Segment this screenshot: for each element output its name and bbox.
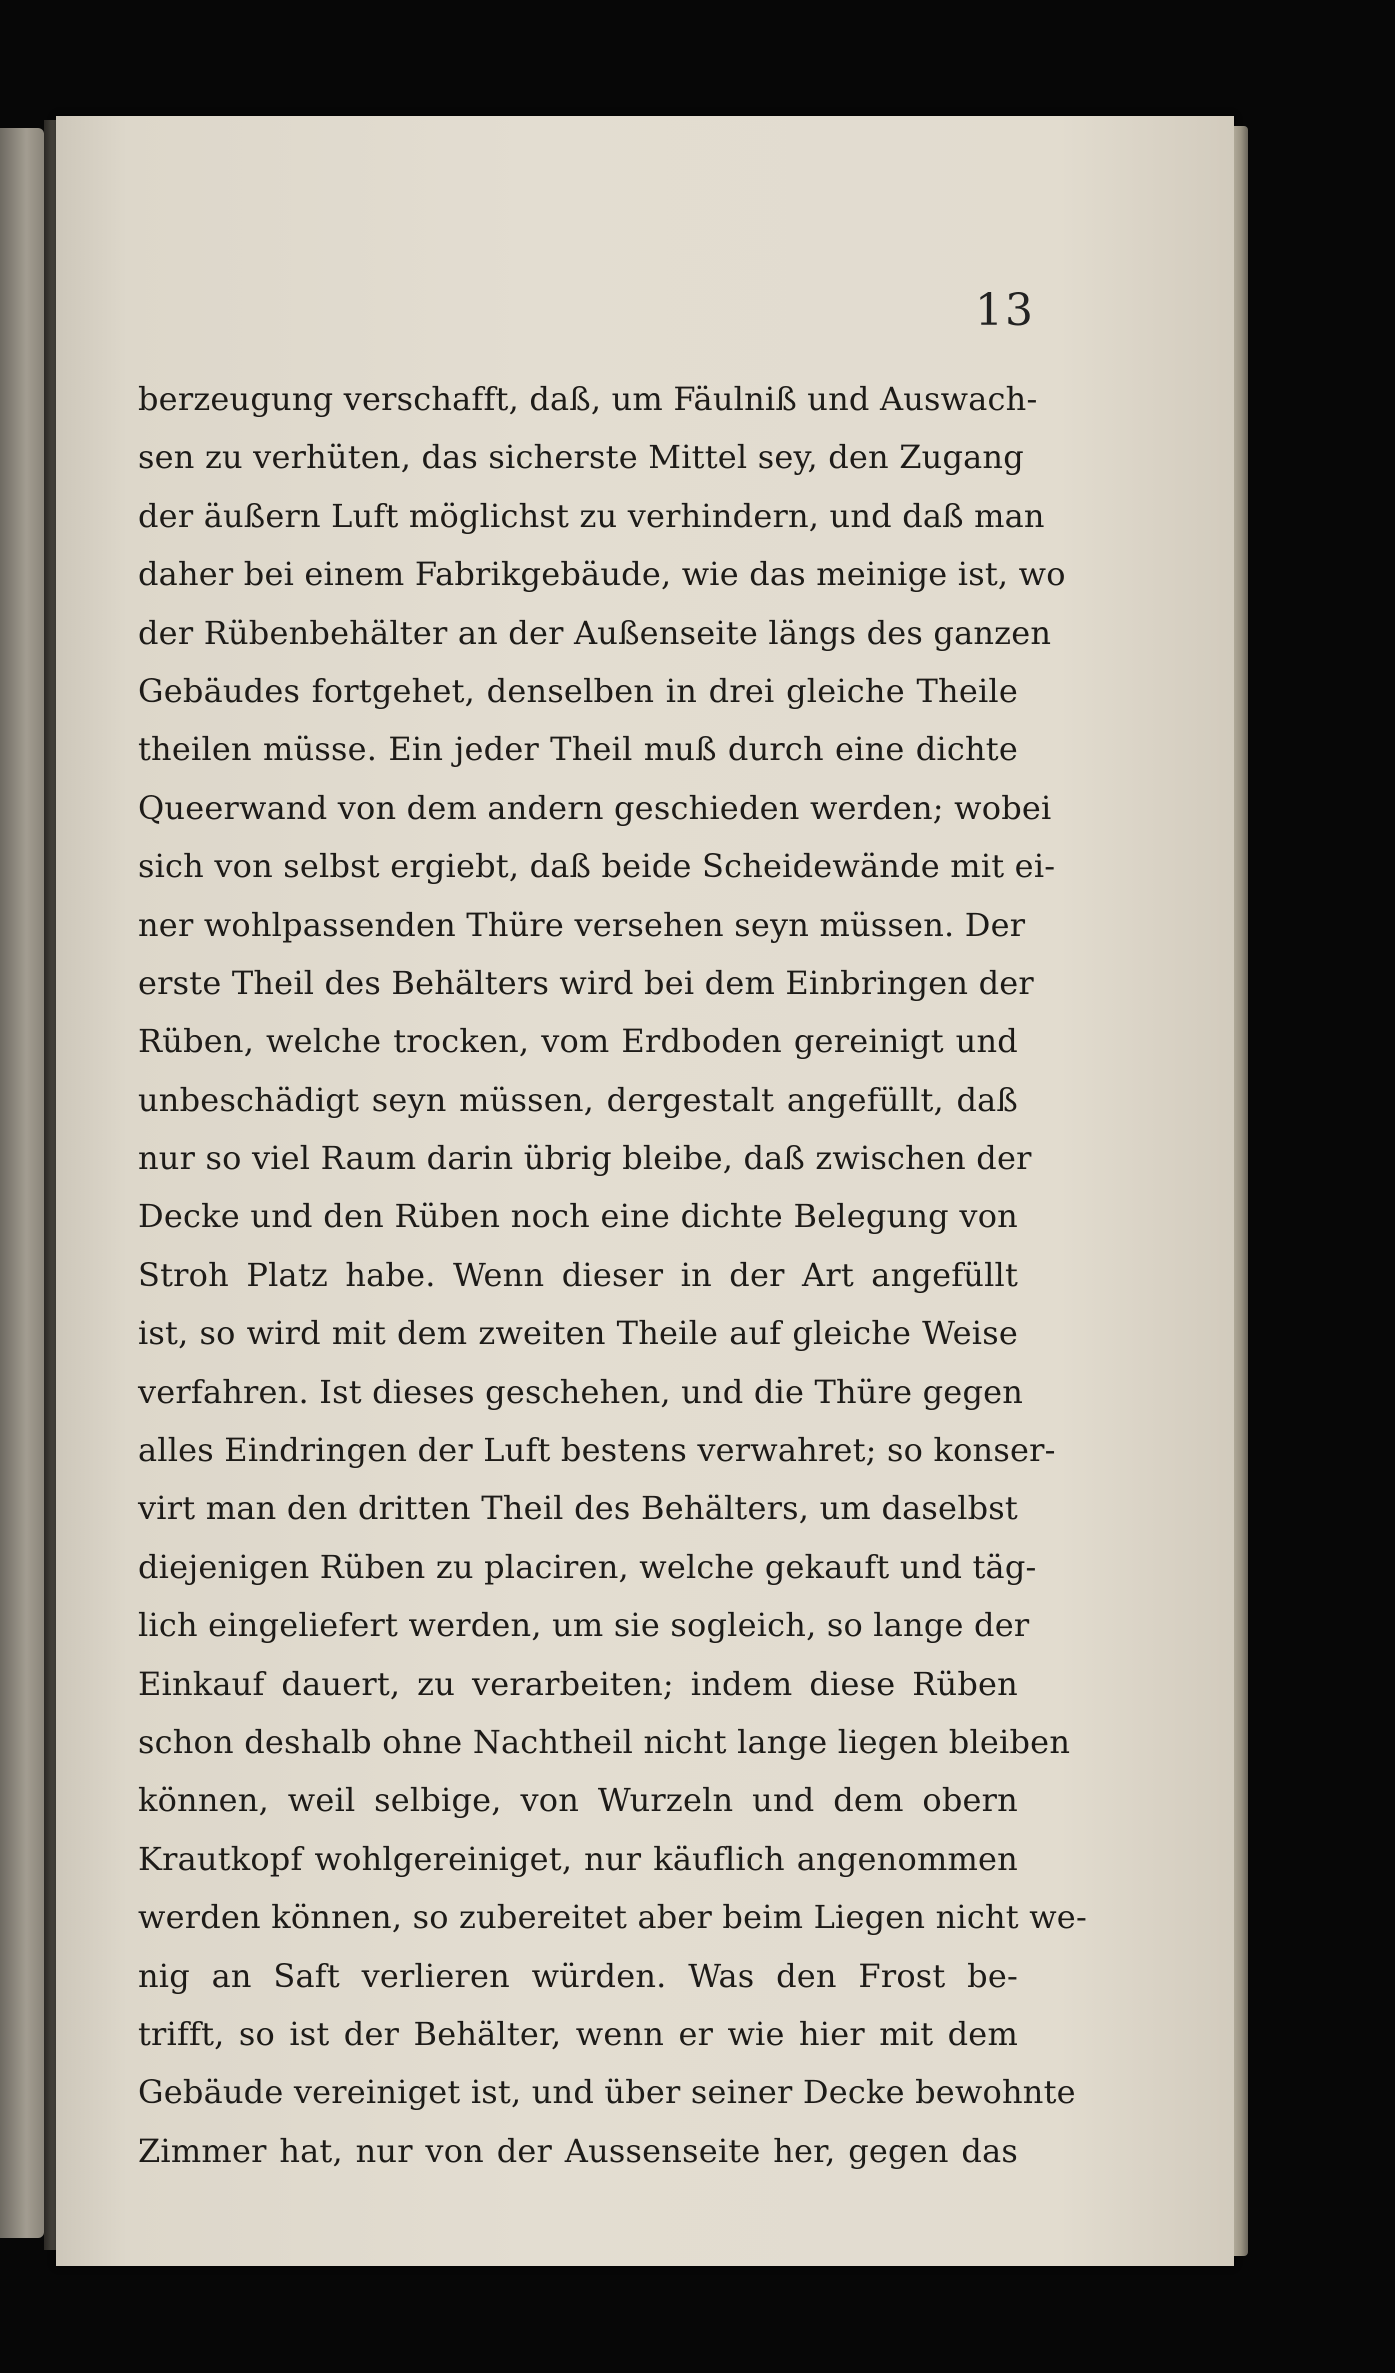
left-page-edge xyxy=(0,128,44,2238)
text-line: nur so viel Raum darin übrig bleibe, daß zwischen der xyxy=(138,1139,1032,1178)
text-line: alles Eindringen der Luft bestens verwahret; so konser- xyxy=(138,1431,1056,1470)
right-page-edge xyxy=(1234,126,1248,2256)
text-line: können, weil selbige, von Wurzeln und dem obern xyxy=(138,1781,1018,1820)
page-number: 13 xyxy=(975,285,1035,336)
text-line: Einkauf dauert, zu verarbeiten; indem diese Rüben xyxy=(138,1664,1018,1703)
text-line: daher bei einem Fabrikgebäude, wie das meinige ist, wo xyxy=(138,555,1066,594)
text-line: berzeugung verschafft, daß, um Fäulniß und Auswach- xyxy=(138,380,1038,418)
text-line: ner wohlpassenden Thüre versehen seyn müssen. Der xyxy=(138,905,1026,944)
text-line: Gebäudes fortgehet, denselben in drei gleiche Theile xyxy=(138,671,1018,710)
text-line: sich von selbst ergiebt, daß beide Scheidewände mit ei- xyxy=(138,847,1056,886)
text-line: Stroh Platz habe. Wenn dieser in der Art angefüllt xyxy=(138,1255,1018,1294)
text-line: erste Theil des Behälters wird bei dem Einbringen der xyxy=(138,963,1034,1002)
text-line: Krautkopf wohlgereiniget, nur käuflich angenommen xyxy=(138,1839,1018,1878)
text-line: Queerwand von dem andern geschieden werden; wobei xyxy=(138,788,1052,827)
text-line: lich eingeliefert werden, um sie sogleich, so lange der xyxy=(138,1606,1030,1645)
text-line: virt man den dritten Theil des Behälters, um daselbst xyxy=(138,1489,1018,1528)
text-line: Zimmer hat, nur von der Aussenseite her, gegen das xyxy=(138,2131,1018,2170)
text-line: Rüben, welche trocken, vom Erdboden gereinigt und xyxy=(138,1022,1018,1061)
text-line: trifft, so ist der Behälter, wenn er wie hier mit dem xyxy=(138,2014,1018,2053)
text-line: der äußern Luft möglichst zu verhindern, und daß man xyxy=(138,496,1045,535)
text-line: ist, so wird mit dem zweiten Theile auf gleiche Weise xyxy=(138,1314,1018,1353)
text-line: der Rübenbehälter an der Außenseite längs des ganzen xyxy=(138,613,1052,652)
text-line: unbeschädigt seyn müssen, dergestalt angefüllt, daß xyxy=(138,1080,1018,1119)
text-line: theilen müsse. Ein jeder Theil muß durch eine dichte xyxy=(138,730,1018,769)
text-line: verfahren. Ist dieses geschehen, und die Thüre gegen xyxy=(138,1372,1024,1411)
text-line: werden können, so zubereitet aber beim Liegen nicht we- xyxy=(138,1898,1087,1937)
text-line: nig an Saft verlieren würden. Was den Frost be- xyxy=(138,1956,1018,1995)
body-text xyxy=(138,370,1087,2180)
text-line: schon deshalb ohne Nachtheil nicht lange liegen bleiben xyxy=(138,1722,1071,1761)
text-line: Decke und den Rüben noch eine dichte Belegung von xyxy=(138,1197,1018,1236)
text-line: sen zu verhüten, das sicherste Mittel sey, den Zugang xyxy=(138,438,1024,477)
text-line: Gebäude vereiniget ist, und über seiner Decke bewohnte xyxy=(138,2073,1076,2112)
text-line: diejenigen Rüben zu placiren, welche gekauft und täg- xyxy=(138,1547,1037,1586)
